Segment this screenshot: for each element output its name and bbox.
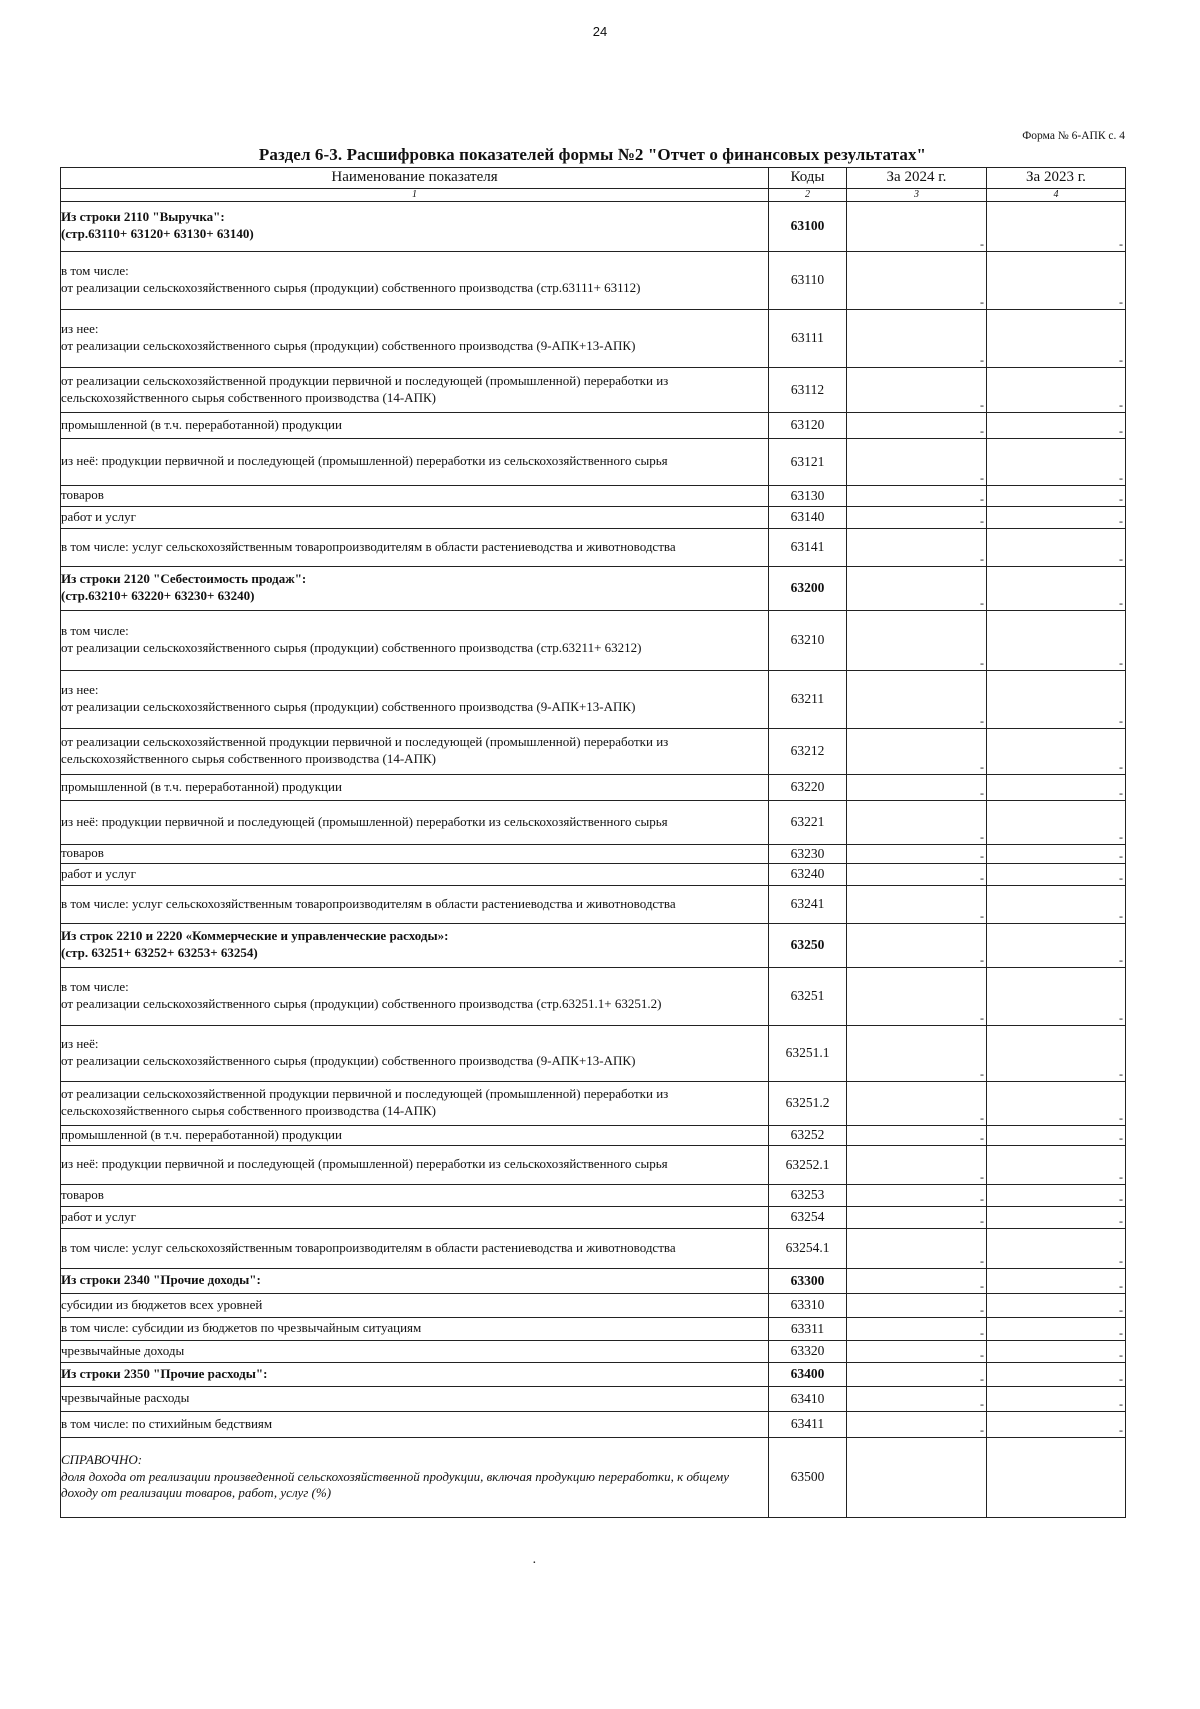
value-2024-cell [847, 1317, 987, 1340]
value-2024-cell [847, 506, 987, 528]
value-text: - [980, 829, 984, 844]
value-text: - [980, 1110, 984, 1125]
indicator-name-text: из неё: от реализации сельскохозяйственного сырья (продукции) собственного производства (9-АПК+13-АПК) [61, 1036, 636, 1068]
value-2024-cell [847, 1025, 987, 1081]
indicator-name-text: в том числе: субсидии из бюджетов по чрезвычайным ситуациям [61, 1320, 422, 1336]
row-code: 63253 [769, 1184, 847, 1206]
header-row [61, 168, 1126, 189]
value-text: - [1119, 952, 1123, 967]
indicator-name [61, 774, 769, 800]
value-2023-cell [987, 528, 1126, 566]
indicator-name-text: Из строки 2120 "Себестоимость продаж": (стр.63210+ 63220+ 63230+ 63240) [61, 571, 307, 603]
value-text: - [980, 551, 984, 566]
value-text: - [980, 236, 984, 251]
value-text: - [980, 595, 984, 610]
value-2024-cell [847, 1411, 987, 1437]
header-2024: За 2024 г. [847, 168, 987, 189]
table-row [61, 1411, 1126, 1437]
row-code: 63200 [769, 566, 847, 610]
table-row [61, 863, 1126, 885]
row-code: 63140 [769, 506, 847, 528]
indicator-name [61, 1293, 769, 1317]
table-row [61, 1025, 1126, 1081]
indicator-name [61, 800, 769, 844]
value-text: - [980, 423, 984, 438]
indicator-name [61, 438, 769, 485]
indicator-name-text: работ и услуг [61, 508, 136, 524]
indicator-name [61, 1386, 769, 1411]
value-text: - [1119, 908, 1123, 923]
value-text: - [980, 1213, 984, 1228]
value-text: - [1119, 294, 1123, 309]
value-2023-cell [987, 1340, 1126, 1362]
value-text: - [1119, 1396, 1123, 1411]
column-index-row [61, 188, 1126, 201]
indicator-name [61, 670, 769, 728]
value-text: - [980, 1302, 984, 1317]
value-2024-cell [847, 800, 987, 844]
value-text: - [980, 1169, 984, 1184]
table-row [61, 1340, 1126, 1362]
table-body [61, 201, 1126, 1517]
value-2023-cell [987, 566, 1126, 610]
indicator-name [61, 566, 769, 610]
row-code: 63211 [769, 670, 847, 728]
value-text: - [1119, 655, 1123, 670]
value-2023-cell [987, 923, 1126, 967]
value-text: - [1119, 397, 1123, 412]
value-text: - [980, 1191, 984, 1206]
value-2023-cell [987, 610, 1126, 670]
value-text: - [1119, 1253, 1123, 1268]
value-2024-cell [847, 967, 987, 1025]
indicator-name-text: в том числе: от реализации сельскохозяйственного сырья (продукции) собственного производства (стр.63211+ 63212) [61, 623, 642, 655]
row-code: 63252.1 [769, 1145, 847, 1184]
value-text: - [980, 491, 984, 506]
value-2024-cell [847, 438, 987, 485]
value-text: - [1119, 470, 1123, 485]
value-2023-cell [987, 1145, 1126, 1184]
indicator-name-text: товаров [61, 1186, 104, 1202]
row-code: 63300 [769, 1268, 847, 1293]
value-2024-cell [847, 412, 987, 438]
value-2024-cell [847, 1437, 987, 1517]
value-text: - [1119, 423, 1123, 438]
value-text: - [980, 713, 984, 728]
row-code: 63250 [769, 923, 847, 967]
value-2023-cell [987, 1025, 1126, 1081]
indicator-name-text: субсидии из бюджетов всех уровней [61, 1296, 263, 1312]
value-2024-cell [847, 201, 987, 251]
indicator-name [61, 1206, 769, 1228]
value-2023-cell [987, 309, 1126, 367]
indicator-name-text: в том числе: услуг сельскохозяйственным товаропроизводителям в области растениеводства и животноводства [61, 538, 676, 554]
indicator-name-text: в том числе: от реализации сельскохозяйственного сырья (продукции) собственного производства (стр.63111+ 63112) [61, 263, 641, 295]
row-code: 63400 [769, 1362, 847, 1386]
value-2023-cell [987, 1293, 1126, 1317]
table-row [61, 1145, 1126, 1184]
indicator-name [61, 885, 769, 923]
table-row [61, 844, 1126, 863]
value-2024-cell [847, 1081, 987, 1125]
row-code: 63130 [769, 485, 847, 506]
value-2023-cell [987, 1317, 1126, 1340]
value-text: - [980, 1396, 984, 1411]
row-code: 63500 [769, 1437, 847, 1517]
value-text: - [1119, 1066, 1123, 1081]
value-2024-cell [847, 728, 987, 774]
header-2023: За 2023 г. [987, 168, 1126, 189]
value-text: - [1119, 551, 1123, 566]
table-row [61, 1228, 1126, 1268]
value-text: - [980, 1010, 984, 1025]
indicator-name-text: работ и услуг [61, 865, 136, 881]
indicator-name-text: из неё: продукции первичной и последующей (промышленной) переработки из сельскохозяйственного сырья [61, 813, 668, 829]
table-row [61, 251, 1126, 309]
value-text: - [1119, 1347, 1123, 1362]
value-text: - [1119, 713, 1123, 728]
row-code: 63251 [769, 967, 847, 1025]
value-2024-cell [847, 1340, 987, 1362]
table-row [61, 670, 1126, 728]
value-2024-cell [847, 1184, 987, 1206]
page-number: 24 [592, 24, 608, 39]
table-row [61, 309, 1126, 367]
indicator-name [61, 863, 769, 885]
value-2024-cell [847, 1206, 987, 1228]
value-2024-cell [847, 885, 987, 923]
header-name: Наименование показателя [61, 168, 769, 189]
value-2023-cell [987, 800, 1126, 844]
value-text: - [980, 785, 984, 800]
indicator-name-text: Из строки 2110 "Выручка": (стр.63110+ 63120+ 63130+ 63140) [61, 209, 254, 241]
value-2023-cell [987, 1081, 1126, 1125]
indicator-name-text: в том числе: услуг сельскохозяйственным товаропроизводителям в области растениеводства и животноводства [61, 895, 676, 911]
column-index: 2 [769, 188, 847, 201]
indicator-name-text: Из строки 2340 "Прочие доходы": [61, 1272, 261, 1288]
row-code: 63240 [769, 863, 847, 885]
table-row [61, 367, 1126, 412]
section-title: Раздел 6-3. Расшифровка показателей формы №2 "Отчет о финансовых результатах" [258, 145, 927, 164]
row-code: 63121 [769, 438, 847, 485]
indicator-name [61, 528, 769, 566]
indicator-name-text: СПРАВОЧНО: доля дохода от реализации произведенной сельскохозяйственной продукции, включая продукцию переработки, к общему доходу от реализации товаров, работ, услуг (%) [61, 1451, 729, 1501]
value-2023-cell [987, 1437, 1126, 1517]
row-code: 63251.1 [769, 1025, 847, 1081]
value-2023-cell [987, 1362, 1126, 1386]
row-code: 63251.2 [769, 1081, 847, 1125]
value-text: - [980, 352, 984, 367]
table-row [61, 800, 1126, 844]
table-row [61, 506, 1126, 528]
value-2024-cell [847, 1268, 987, 1293]
value-text: - [1119, 1325, 1123, 1340]
form-number: Форма № 6-АПК с. 4 [1022, 130, 1125, 142]
value-2023-cell [987, 485, 1126, 506]
row-code: 63310 [769, 1293, 847, 1317]
value-2023-cell [987, 967, 1126, 1025]
value-2023-cell [987, 506, 1126, 528]
value-2024-cell [847, 923, 987, 967]
table-row [61, 885, 1126, 923]
indicator-name-text: товаров [61, 845, 104, 861]
value-2024-cell [847, 485, 987, 506]
indicator-name [61, 923, 769, 967]
value-text: - [980, 870, 984, 885]
indicator-name [61, 1437, 769, 1517]
stray-mark: · [532, 1556, 537, 1571]
indicator-name [61, 201, 769, 251]
value-text: - [980, 470, 984, 485]
row-code: 63120 [769, 412, 847, 438]
table-row [61, 728, 1126, 774]
value-2024-cell [847, 774, 987, 800]
table-row [61, 438, 1126, 485]
value-text: - [980, 908, 984, 923]
row-code: 63110 [769, 251, 847, 309]
value-2023-cell [987, 201, 1126, 251]
indicator-name [61, 1268, 769, 1293]
indicator-name-text: от реализации сельскохозяйственной продукции первичной и последующей (промышленной) переработки из сельскохозяйственного сырья собственного производства (14-АПК) [61, 372, 669, 405]
table-row [61, 201, 1126, 251]
value-text: - [980, 1371, 984, 1386]
indicator-name [61, 1411, 769, 1437]
value-2024-cell [847, 251, 987, 309]
row-code: 63410 [769, 1386, 847, 1411]
value-text: - [1119, 1371, 1123, 1386]
value-2023-cell [987, 367, 1126, 412]
value-2024-cell [847, 1293, 987, 1317]
indicator-name [61, 1362, 769, 1386]
indicator-name [61, 844, 769, 863]
indicator-name-text: промышленной (в т.ч. переработанной) продукции [61, 1126, 342, 1142]
value-2024-cell [847, 670, 987, 728]
indicator-name-text: промышленной (в т.ч. переработанной) продукции [61, 778, 342, 794]
row-code: 63254 [769, 1206, 847, 1228]
value-text: - [980, 759, 984, 774]
table-row [61, 1081, 1126, 1125]
row-code: 63241 [769, 885, 847, 923]
value-text: - [980, 1253, 984, 1268]
table-row [61, 1362, 1126, 1386]
value-2023-cell [987, 1268, 1126, 1293]
indicator-name-text: в том числе: по стихийным бедствиям [61, 1415, 273, 1431]
table-row [61, 412, 1126, 438]
value-2023-cell [987, 844, 1126, 863]
row-code: 63254.1 [769, 1228, 847, 1268]
indicator-name-text: из неё: продукции первичной и последующей (промышленной) переработки из сельскохозяйственного сырья [61, 1156, 668, 1172]
value-2024-cell [847, 863, 987, 885]
value-2023-cell [987, 1228, 1126, 1268]
table-row [61, 1268, 1126, 1293]
value-2024-cell [847, 610, 987, 670]
value-text: - [980, 655, 984, 670]
value-text: - [980, 848, 984, 863]
row-code: 63111 [769, 309, 847, 367]
value-text: - [1119, 236, 1123, 251]
table-row [61, 774, 1126, 800]
value-text: - [980, 1325, 984, 1340]
indicator-name-text: Из строк 2210 и 2220 «Коммерческие и управленческие расходы»: (стр. 63251+ 63252+ 63253+ 63254) [61, 928, 449, 960]
value-2024-cell [847, 367, 987, 412]
value-2023-cell [987, 670, 1126, 728]
value-text: - [1119, 848, 1123, 863]
column-index: 4 [987, 188, 1126, 201]
indicator-name [61, 1228, 769, 1268]
indicator-name-text: в том числе: от реализации сельскохозяйственного сырья (продукции) собственного производства (стр.63251.1+ 63251.2) [61, 979, 662, 1011]
value-text: - [1119, 1422, 1123, 1437]
value-text: - [980, 1347, 984, 1362]
indicator-name [61, 485, 769, 506]
table-row [61, 485, 1126, 506]
indicator-name-text: работ и услуг [61, 1208, 136, 1224]
column-index: 1 [61, 188, 769, 201]
value-text: - [980, 513, 984, 528]
value-text: - [1119, 1169, 1123, 1184]
row-code: 63411 [769, 1411, 847, 1437]
value-2023-cell [987, 885, 1126, 923]
table-row [61, 1184, 1126, 1206]
value-2024-cell [847, 566, 987, 610]
indicator-name [61, 1025, 769, 1081]
table-row [61, 923, 1126, 967]
indicator-name [61, 506, 769, 528]
value-text: - [1119, 1302, 1123, 1317]
table-row [61, 1293, 1126, 1317]
table-row [61, 610, 1126, 670]
table-row [61, 566, 1126, 610]
value-2023-cell [987, 412, 1126, 438]
row-code: 63141 [769, 528, 847, 566]
value-text: - [980, 1130, 984, 1145]
indicator-name-text: чрезвычайные расходы [61, 1390, 190, 1406]
value-2023-cell [987, 728, 1126, 774]
indicator-name-text: из нее: от реализации сельскохозяйственного сырья (продукции) собственного производства (9-АПК+13-АПК) [61, 682, 636, 714]
row-code: 63221 [769, 800, 847, 844]
value-text: - [1119, 1110, 1123, 1125]
value-text: - [1119, 595, 1123, 610]
value-2023-cell [987, 863, 1126, 885]
value-text: - [1119, 1130, 1123, 1145]
indicator-name-text: промышленной (в т.ч. переработанной) продукции [61, 416, 342, 432]
value-2023-cell [987, 438, 1126, 485]
indicator-name-text: от реализации сельскохозяйственной продукции первичной и последующей (промышленной) переработки из сельскохозяйственного сырья собственного производства (14-АПК) [61, 1086, 669, 1118]
indicator-name-text: в том числе: услуг сельскохозяйственным товаропроизводителям в области растениеводства и животноводства [61, 1239, 676, 1255]
value-text: - [980, 1066, 984, 1081]
value-2023-cell [987, 774, 1126, 800]
value-2023-cell [987, 1386, 1126, 1411]
indicator-name-text: чрезвычайные доходы [61, 1342, 185, 1358]
indicator-name [61, 728, 769, 774]
value-text: - [1119, 1191, 1123, 1206]
table-row [61, 1437, 1126, 1517]
indicator-name-text: Из строки 2350 "Прочие расходы": [61, 1365, 268, 1381]
indicator-name [61, 967, 769, 1025]
value-text: - [1119, 1278, 1123, 1293]
value-2024-cell [847, 528, 987, 566]
table-row [61, 1386, 1126, 1411]
indicator-name [61, 412, 769, 438]
value-text: - [1119, 829, 1123, 844]
value-text: - [980, 952, 984, 967]
value-text: - [1119, 513, 1123, 528]
indicator-name [61, 1125, 769, 1145]
value-text: - [1119, 870, 1123, 885]
indicator-name [61, 1145, 769, 1184]
row-code: 63252 [769, 1125, 847, 1145]
value-2024-cell [847, 1125, 987, 1145]
column-index: 3 [847, 188, 987, 201]
value-text: - [1119, 491, 1123, 506]
table-row [61, 1206, 1126, 1228]
indicator-name [61, 1184, 769, 1206]
indicator-name-text: товаров [61, 487, 104, 503]
indicator-name [61, 309, 769, 367]
value-2024-cell [847, 1362, 987, 1386]
value-text: - [1119, 785, 1123, 800]
table-row [61, 967, 1126, 1025]
indicator-name [61, 367, 769, 412]
value-text: - [1119, 352, 1123, 367]
indicator-name-text: из неё: продукции первичной и последующей (промышленной) переработки из сельскохозяйственного сырья [61, 453, 668, 469]
table-row [61, 1125, 1126, 1145]
value-2024-cell [847, 844, 987, 863]
value-text: - [980, 294, 984, 309]
value-2024-cell [847, 1228, 987, 1268]
indicator-name [61, 251, 769, 309]
value-2024-cell [847, 309, 987, 367]
row-code: 63230 [769, 844, 847, 863]
row-code: 63210 [769, 610, 847, 670]
table-row [61, 528, 1126, 566]
indicator-name [61, 1317, 769, 1340]
row-code: 63320 [769, 1340, 847, 1362]
value-2023-cell [987, 1184, 1126, 1206]
value-text: - [980, 1422, 984, 1437]
value-2023-cell [987, 1206, 1126, 1228]
value-text: - [1119, 1213, 1123, 1228]
indicator-name [61, 610, 769, 670]
row-code: 63112 [769, 367, 847, 412]
indicator-name [61, 1340, 769, 1362]
value-text: - [980, 1278, 984, 1293]
value-2024-cell [847, 1386, 987, 1411]
row-code: 63100 [769, 201, 847, 251]
value-text: - [980, 397, 984, 412]
report-table [60, 167, 1126, 1518]
value-text: - [1119, 759, 1123, 774]
row-code: 63220 [769, 774, 847, 800]
value-2024-cell [847, 1145, 987, 1184]
value-2023-cell [987, 251, 1126, 309]
value-2023-cell [987, 1411, 1126, 1437]
value-text: - [1119, 1010, 1123, 1025]
header-code: Коды [769, 168, 847, 189]
indicator-name-text: от реализации сельскохозяйственной продукции первичной и последующей (промышленной) переработки из сельскохозяйственного сырья собственного производства (14-АПК) [61, 734, 669, 766]
table-row [61, 1317, 1126, 1340]
row-code: 63212 [769, 728, 847, 774]
indicator-name [61, 1081, 769, 1125]
indicator-name-text: из нее: от реализации сельскохозяйственного сырья (продукции) собственного производства (9-АПК+13-АПК) [61, 321, 636, 353]
value-2023-cell [987, 1125, 1126, 1145]
row-code: 63311 [769, 1317, 847, 1340]
